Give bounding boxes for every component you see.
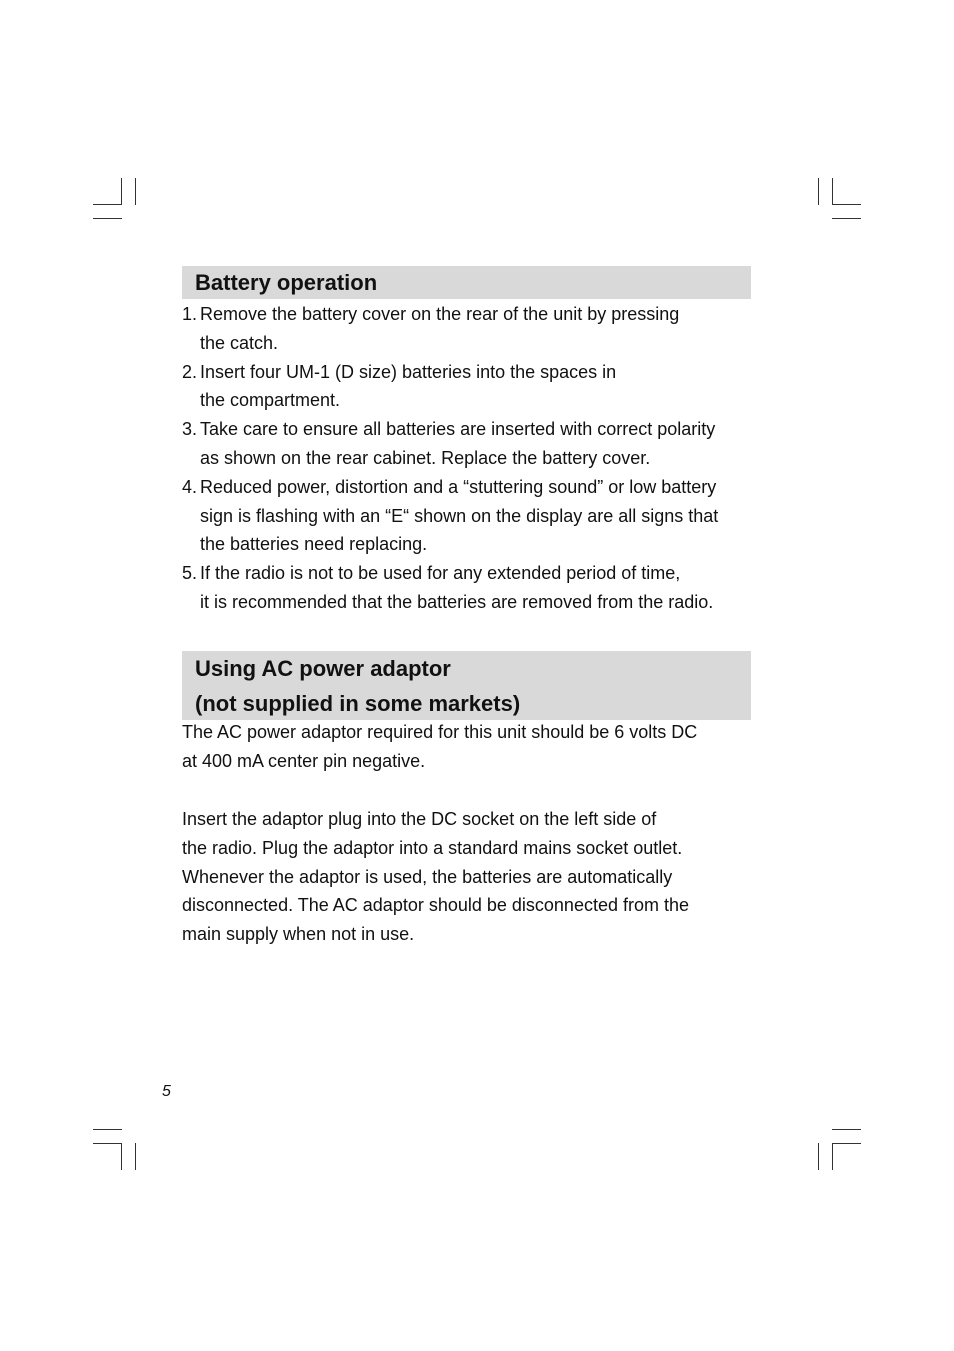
- crop-mark: [135, 178, 136, 205]
- step-text: Take care to ensure all batteries are inserted with correct polarity: [200, 419, 716, 440]
- crop-mark: [818, 178, 819, 205]
- crop-mark: [832, 204, 861, 205]
- crop-mark: [93, 1143, 122, 1144]
- paragraph-line: the radio. Plug the adaptor into a standard mains socket outlet.: [182, 837, 683, 858]
- step-text: If the radio is not to be used for any extended period of time,: [200, 563, 681, 584]
- crop-mark: [832, 178, 833, 205]
- section-title: Using AC power adaptor: [195, 656, 451, 681]
- paragraph-line: Whenever the adaptor is used, the batteries are automatically: [182, 866, 673, 887]
- crop-mark: [121, 1143, 122, 1170]
- crop-mark: [832, 1143, 833, 1170]
- paragraph-line: main supply when not in use.: [182, 924, 415, 945]
- paragraph-line: Insert the adaptor plug into the DC socket on the left side of: [182, 809, 657, 829]
- crop-mark: [93, 204, 122, 205]
- list-item: [182, 415, 757, 473]
- adaptor-spec-paragraph: [182, 718, 757, 776]
- step-text: it is recommended that the batteries are removed from the radio.: [200, 591, 714, 612]
- step-text: Insert four UM-1 (D size) batteries into the spaces in: [200, 361, 617, 382]
- list-item: [182, 358, 757, 416]
- step-number: 3.: [182, 419, 198, 440]
- step-text: Remove the battery cover on the rear of the unit by pressing: [200, 304, 680, 324]
- step-text: as shown on the rear cabinet. Replace the battery cover.: [200, 447, 651, 468]
- crop-mark: [832, 218, 861, 219]
- step-number: 4.: [182, 476, 198, 497]
- crop-mark: [93, 218, 122, 219]
- step-text: Reduced power, distortion and a “stuttering sound” or low battery: [200, 476, 717, 497]
- battery-operation-header: [182, 266, 751, 299]
- paragraph-line: The AC power adaptor required for this unit should be 6 volts DC: [182, 722, 698, 742]
- list-item: [182, 473, 757, 559]
- step-text: sign is flashing with an “E“ shown on the display are all signs that: [200, 505, 719, 526]
- crop-mark: [135, 1143, 136, 1170]
- list-item: [182, 300, 757, 358]
- crop-mark: [93, 1129, 122, 1130]
- section-subtitle: (not supplied in some markets): [195, 691, 521, 716]
- paragraph-line: at 400 mA center pin negative.: [182, 750, 426, 771]
- step-number: 2.: [182, 361, 198, 382]
- paragraph-line: disconnected. The AC adaptor should be disconnected from the: [182, 895, 689, 916]
- crop-mark: [832, 1143, 861, 1144]
- page-number: 5: [162, 1083, 171, 1100]
- crop-mark: [121, 178, 122, 205]
- section-title: Battery operation: [195, 270, 378, 295]
- battery-steps-list: [182, 300, 757, 617]
- crop-mark: [832, 1129, 861, 1130]
- step-text: the batteries need replacing.: [200, 534, 428, 555]
- step-number: 5.: [182, 563, 198, 584]
- step-text: the catch.: [200, 332, 279, 353]
- step-text: the compartment.: [200, 390, 341, 411]
- ac-adaptor-header: [182, 651, 751, 720]
- adaptor-usage-paragraph: [182, 805, 757, 949]
- crop-mark: [818, 1143, 819, 1170]
- list-item: [182, 559, 757, 617]
- step-number: 1.: [182, 304, 198, 324]
